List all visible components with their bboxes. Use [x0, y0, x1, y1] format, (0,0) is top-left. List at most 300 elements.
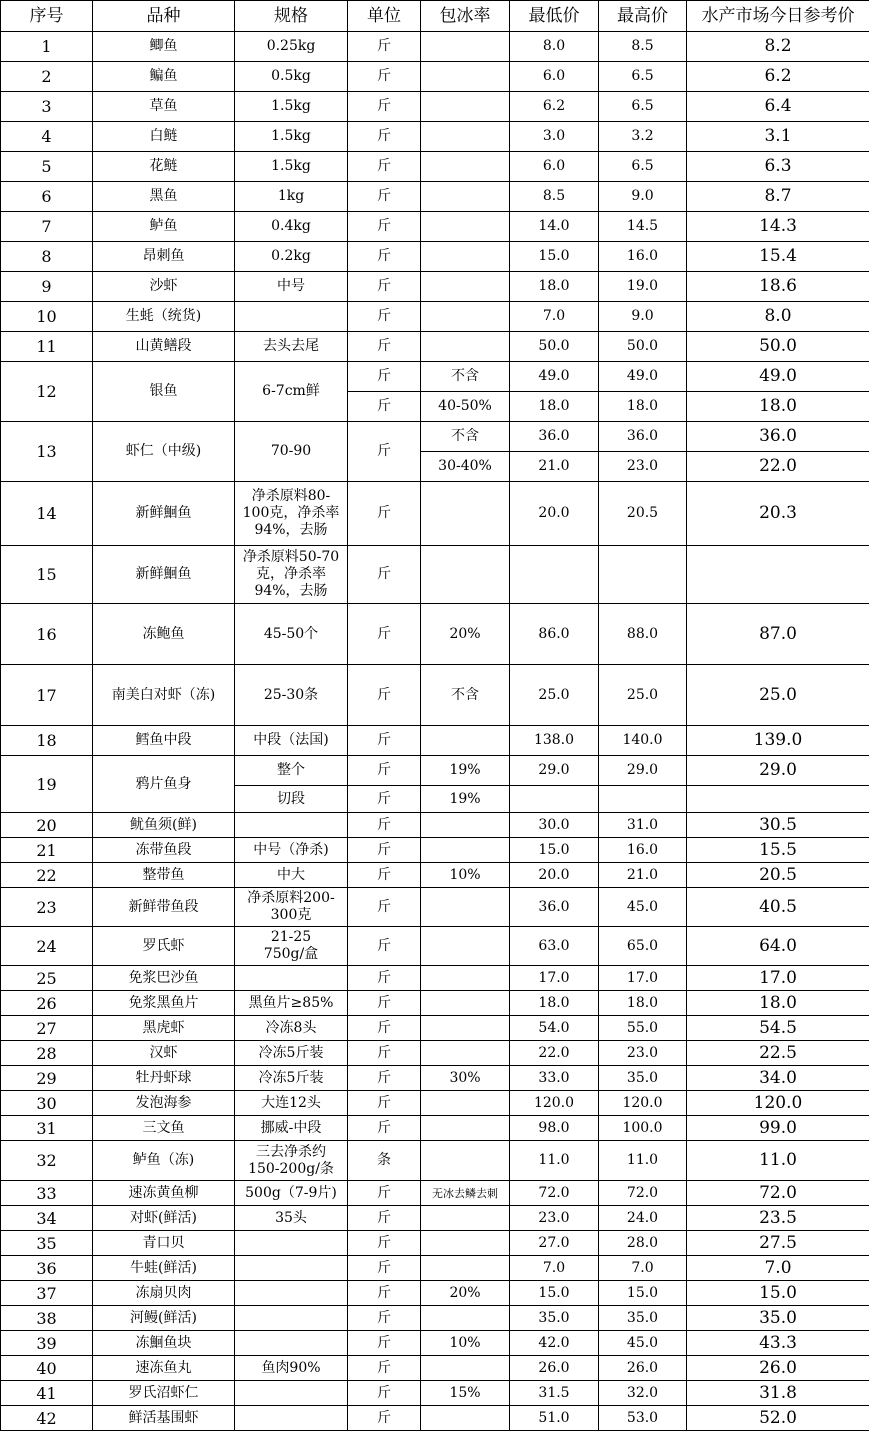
- header-ref: 水产市场今日参考价: [687, 1, 869, 32]
- ice-rate: [421, 212, 510, 242]
- product-spec: 0.4kg: [235, 212, 348, 242]
- reference-price: 3.1: [687, 122, 869, 152]
- table-row: [1, 1281, 869, 1306]
- product-name: 整带鱼: [93, 863, 235, 888]
- high-price: 11.0: [599, 1141, 687, 1181]
- row-number: 28: [1, 1041, 93, 1066]
- reference-price: 15.4: [687, 242, 869, 272]
- high-price: 25.0: [599, 665, 687, 726]
- reference-price: 50.0: [687, 332, 869, 362]
- table-row: [1, 1016, 869, 1041]
- high-price: [599, 546, 687, 604]
- product-spec: 21-25 750g/盒: [235, 927, 348, 966]
- row-number: 13: [1, 422, 93, 482]
- row-number: 21: [1, 838, 93, 863]
- product-spec: [235, 966, 348, 991]
- high-price: 24.0: [599, 1206, 687, 1231]
- low-price: 18.0: [510, 991, 599, 1016]
- product-name: 冻鲍鱼: [93, 604, 235, 665]
- reference-price: [687, 546, 869, 604]
- product-name: 黑虎虾: [93, 1016, 235, 1041]
- row-number: 27: [1, 1016, 93, 1041]
- product-spec: 净杀原料80- 100克，净杀率 94%，去肠: [235, 482, 348, 546]
- reference-price: 54.5: [687, 1016, 869, 1041]
- product-spec: 净杀原料50-70 克，净杀率 94%，去肠: [235, 546, 348, 604]
- product-unit: 斤: [348, 991, 421, 1016]
- row-number: 17: [1, 665, 93, 726]
- product-name: 速冻鱼丸: [93, 1356, 235, 1381]
- product-unit: 斤: [348, 62, 421, 92]
- row-number: 11: [1, 332, 93, 362]
- table-row: [1, 726, 869, 756]
- product-name: 发泡海参: [93, 1091, 235, 1116]
- high-price: 26.0: [599, 1356, 687, 1381]
- low-price: 54.0: [510, 1016, 599, 1041]
- product-name: 新鲜鮰鱼: [93, 482, 235, 546]
- ice-rate: [421, 813, 510, 838]
- product-spec: [235, 1381, 348, 1406]
- product-spec: 中号: [235, 272, 348, 302]
- table-row: [1, 1231, 869, 1256]
- product-spec: [235, 1306, 348, 1331]
- table-row: [1, 991, 869, 1016]
- product-unit: 斤: [348, 272, 421, 302]
- low-price: 17.0: [510, 966, 599, 991]
- low-price: 15.0: [510, 838, 599, 863]
- product-spec: 中段（法国): [235, 726, 348, 756]
- low-price: 29.0: [510, 756, 599, 786]
- product-name: 南美白对虾（冻): [93, 665, 235, 726]
- table-row: [1, 362, 869, 392]
- row-number: 8: [1, 242, 93, 272]
- table-row: [1, 62, 869, 92]
- product-unit: 斤: [348, 332, 421, 362]
- product-spec: 鱼肉90%: [235, 1356, 348, 1381]
- high-price: [599, 786, 687, 813]
- ice-rate: [421, 32, 510, 62]
- ice-rate: 19%: [421, 756, 510, 786]
- low-price: 20.0: [510, 482, 599, 546]
- table-row: [1, 242, 869, 272]
- product-unit: 斤: [348, 813, 421, 838]
- ice-rate: 不含: [421, 422, 510, 452]
- product-spec: 去头去尾: [235, 332, 348, 362]
- product-unit: 斤: [348, 242, 421, 272]
- product-unit: 斤: [348, 392, 421, 422]
- ice-rate: [421, 927, 510, 966]
- reference-price: 139.0: [687, 726, 869, 756]
- low-price: 63.0: [510, 927, 599, 966]
- reference-price: 49.0: [687, 362, 869, 392]
- product-unit: 斤: [348, 1231, 421, 1256]
- product-name: 昂刺鱼: [93, 242, 235, 272]
- low-price: 18.0: [510, 272, 599, 302]
- high-price: 15.0: [599, 1281, 687, 1306]
- high-price: 53.0: [599, 1406, 687, 1431]
- table-row: [1, 482, 869, 546]
- table-row: [1, 92, 869, 122]
- reference-price: 8.7: [687, 182, 869, 212]
- product-name: 牡丹虾球: [93, 1066, 235, 1091]
- high-price: 28.0: [599, 1231, 687, 1256]
- reference-price: 20.5: [687, 863, 869, 888]
- low-price: [510, 546, 599, 604]
- ice-rate: [421, 1406, 510, 1431]
- reference-price: 6.3: [687, 152, 869, 182]
- reference-price: 22.0: [687, 452, 869, 482]
- high-price: 16.0: [599, 242, 687, 272]
- product-unit: 斤: [348, 546, 421, 604]
- reference-price: 52.0: [687, 1406, 869, 1431]
- reference-price: 26.0: [687, 1356, 869, 1381]
- table-row: [1, 546, 869, 604]
- product-unit: 斤: [348, 888, 421, 927]
- table-body: [1, 32, 869, 1431]
- product-name: 黑鱼: [93, 182, 235, 212]
- product-spec: 净杀原料200- 300克: [235, 888, 348, 927]
- low-price: 35.0: [510, 1306, 599, 1331]
- reference-price: 8.2: [687, 32, 869, 62]
- row-number: 19: [1, 756, 93, 813]
- low-price: 120.0: [510, 1091, 599, 1116]
- product-unit: 斤: [348, 182, 421, 212]
- ice-rate: [421, 152, 510, 182]
- low-price: 7.0: [510, 302, 599, 332]
- high-price: 100.0: [599, 1116, 687, 1141]
- product-spec: 整个: [235, 756, 348, 786]
- header-spec: 规格: [235, 1, 348, 32]
- low-price: 33.0: [510, 1066, 599, 1091]
- row-number: 4: [1, 122, 93, 152]
- product-spec: 黑鱼片≥85%: [235, 991, 348, 1016]
- product-unit: 斤: [348, 1331, 421, 1356]
- low-price: 8.0: [510, 32, 599, 62]
- low-price: 27.0: [510, 1231, 599, 1256]
- table-row: [1, 1406, 869, 1431]
- product-unit: 斤: [348, 726, 421, 756]
- high-price: 55.0: [599, 1016, 687, 1041]
- product-name: 新鲜鮰鱼: [93, 546, 235, 604]
- product-unit: 条: [348, 1141, 421, 1181]
- product-unit: 斤: [348, 152, 421, 182]
- row-number: 10: [1, 302, 93, 332]
- table-row: [1, 1181, 869, 1206]
- header-unit: 单位: [348, 1, 421, 32]
- ice-rate: [421, 966, 510, 991]
- product-name: 三文鱼: [93, 1116, 235, 1141]
- product-unit: 斤: [348, 122, 421, 152]
- ice-rate: [421, 272, 510, 302]
- ice-rate: [421, 122, 510, 152]
- ice-rate: [421, 1116, 510, 1141]
- reference-price: 8.0: [687, 302, 869, 332]
- low-price: 11.0: [510, 1141, 599, 1181]
- row-number: 7: [1, 212, 93, 242]
- reference-price: 6.4: [687, 92, 869, 122]
- high-price: 32.0: [599, 1381, 687, 1406]
- reference-price: 22.5: [687, 1041, 869, 1066]
- product-unit: 斤: [348, 1041, 421, 1066]
- row-number: 30: [1, 1091, 93, 1116]
- row-number: 15: [1, 546, 93, 604]
- ice-rate: [421, 888, 510, 927]
- high-price: 45.0: [599, 1331, 687, 1356]
- high-price: 23.0: [599, 452, 687, 482]
- table-row: [1, 1331, 869, 1356]
- high-price: 72.0: [599, 1181, 687, 1206]
- product-spec: 冷冻8头: [235, 1016, 348, 1041]
- row-number: 2: [1, 62, 93, 92]
- product-unit: 斤: [348, 927, 421, 966]
- high-price: 23.0: [599, 1041, 687, 1066]
- low-price: 15.0: [510, 1281, 599, 1306]
- product-spec: 挪威-中段: [235, 1116, 348, 1141]
- product-name: 鲈鱼（冻): [93, 1141, 235, 1181]
- product-spec: [235, 813, 348, 838]
- product-unit: 斤: [348, 32, 421, 62]
- reference-price: 18.6: [687, 272, 869, 302]
- product-name: 山黄鳝段: [93, 332, 235, 362]
- low-price: 72.0: [510, 1181, 599, 1206]
- table-row: [1, 182, 869, 212]
- table-row: [1, 422, 869, 452]
- table-row: [1, 863, 869, 888]
- product-spec: [235, 1281, 348, 1306]
- product-name: 花鲢: [93, 152, 235, 182]
- ice-rate: [421, 332, 510, 362]
- reference-price: 15.5: [687, 838, 869, 863]
- header-low: 最低价: [510, 1, 599, 32]
- ice-rate: [421, 1016, 510, 1041]
- product-name: 冻带鱼段: [93, 838, 235, 863]
- product-unit: 斤: [348, 1256, 421, 1281]
- reference-price: 72.0: [687, 1181, 869, 1206]
- table-row: [1, 212, 869, 242]
- reference-price: 14.3: [687, 212, 869, 242]
- ice-rate: 19%: [421, 786, 510, 813]
- product-name: 河鳗(鲜活): [93, 1306, 235, 1331]
- product-spec: 冷冻5斤装: [235, 1066, 348, 1091]
- header-high: 最高价: [599, 1, 687, 32]
- row-number: 42: [1, 1406, 93, 1431]
- reference-price: 25.0: [687, 665, 869, 726]
- row-number: 9: [1, 272, 93, 302]
- low-price: 31.5: [510, 1381, 599, 1406]
- row-number: 32: [1, 1141, 93, 1181]
- product-spec: [235, 1231, 348, 1256]
- product-name: 冻扇贝肉: [93, 1281, 235, 1306]
- low-price: 20.0: [510, 863, 599, 888]
- product-name: 罗氏虾: [93, 927, 235, 966]
- low-price: 21.0: [510, 452, 599, 482]
- product-unit: 斤: [348, 1306, 421, 1331]
- low-price: 138.0: [510, 726, 599, 756]
- row-number: 20: [1, 813, 93, 838]
- table-row: [1, 272, 869, 302]
- reference-price: 64.0: [687, 927, 869, 966]
- product-name: 罗氏沼虾仁: [93, 1381, 235, 1406]
- high-price: 8.5: [599, 32, 687, 62]
- high-price: 21.0: [599, 863, 687, 888]
- low-price: 6.0: [510, 62, 599, 92]
- reference-price: 31.8: [687, 1381, 869, 1406]
- product-unit: 斤: [348, 966, 421, 991]
- product-name: 鱿鱼须(鲜): [93, 813, 235, 838]
- product-spec: 0.25kg: [235, 32, 348, 62]
- row-number: 26: [1, 991, 93, 1016]
- product-unit: 斤: [348, 1116, 421, 1141]
- low-price: 8.5: [510, 182, 599, 212]
- high-price: 35.0: [599, 1066, 687, 1091]
- product-spec: 中号（净杀): [235, 838, 348, 863]
- high-price: 35.0: [599, 1306, 687, 1331]
- reference-price: 20.3: [687, 482, 869, 546]
- product-unit: 斤: [348, 1066, 421, 1091]
- table-row: [1, 813, 869, 838]
- product-spec: 中大: [235, 863, 348, 888]
- table-row: [1, 1206, 869, 1231]
- high-price: 9.0: [599, 182, 687, 212]
- high-price: 6.5: [599, 92, 687, 122]
- header-row: [1, 1, 869, 32]
- product-unit: 斤: [348, 1016, 421, 1041]
- row-number: 6: [1, 182, 93, 212]
- row-number: 36: [1, 1256, 93, 1281]
- ice-rate: [421, 1041, 510, 1066]
- high-price: 88.0: [599, 604, 687, 665]
- product-unit: 斤: [348, 1206, 421, 1231]
- high-price: 49.0: [599, 362, 687, 392]
- high-price: 19.0: [599, 272, 687, 302]
- product-unit: 斤: [348, 1381, 421, 1406]
- table-row: [1, 888, 869, 927]
- table-row: [1, 966, 869, 991]
- row-number: 37: [1, 1281, 93, 1306]
- header-ice: 包冰率: [421, 1, 510, 32]
- product-unit: 斤: [348, 92, 421, 122]
- ice-rate: [421, 1306, 510, 1331]
- product-name: 青口贝: [93, 1231, 235, 1256]
- product-unit: 斤: [348, 786, 421, 813]
- high-price: 31.0: [599, 813, 687, 838]
- table-row: [1, 927, 869, 966]
- product-unit: 斤: [348, 1406, 421, 1431]
- product-spec: 冷冻5斤装: [235, 1041, 348, 1066]
- ice-rate: [421, 1091, 510, 1116]
- table-row: [1, 302, 869, 332]
- product-spec: 35头: [235, 1206, 348, 1231]
- table-row: [1, 332, 869, 362]
- low-price: 14.0: [510, 212, 599, 242]
- high-price: 6.5: [599, 152, 687, 182]
- row-number: 12: [1, 362, 93, 422]
- table-row: [1, 1256, 869, 1281]
- product-spec: 大连12头: [235, 1091, 348, 1116]
- row-number: 33: [1, 1181, 93, 1206]
- product-name: 草鱼: [93, 92, 235, 122]
- product-spec: 45-50个: [235, 604, 348, 665]
- reference-price: 27.5: [687, 1231, 869, 1256]
- product-unit: 斤: [348, 1091, 421, 1116]
- ice-rate: 无冰去鳞去刺: [421, 1181, 510, 1206]
- header-name: 品种: [93, 1, 235, 32]
- header-no: 序号: [1, 1, 93, 32]
- low-price: 36.0: [510, 422, 599, 452]
- row-number: 40: [1, 1356, 93, 1381]
- reference-price: 18.0: [687, 991, 869, 1016]
- product-name: 鸦片鱼身: [93, 756, 235, 813]
- reference-price: 87.0: [687, 604, 869, 665]
- ice-rate: [421, 482, 510, 546]
- low-price: 51.0: [510, 1406, 599, 1431]
- reference-price: 34.0: [687, 1066, 869, 1091]
- reference-price: 120.0: [687, 1091, 869, 1116]
- product-name: 鲫鱼: [93, 32, 235, 62]
- row-number: 18: [1, 726, 93, 756]
- low-price: 86.0: [510, 604, 599, 665]
- reference-price: 23.5: [687, 1206, 869, 1231]
- ice-rate: [421, 92, 510, 122]
- ice-rate: [421, 182, 510, 212]
- ice-rate: 40-50%: [421, 392, 510, 422]
- product-unit: 斤: [348, 1181, 421, 1206]
- product-spec: 1.5kg: [235, 152, 348, 182]
- ice-rate: 10%: [421, 863, 510, 888]
- ice-rate: [421, 62, 510, 92]
- ice-rate: 15%: [421, 1381, 510, 1406]
- high-price: 17.0: [599, 966, 687, 991]
- product-name: 速冻黄鱼柳: [93, 1181, 235, 1206]
- table-row: [1, 1116, 869, 1141]
- ice-rate: [421, 1231, 510, 1256]
- row-number: 23: [1, 888, 93, 927]
- ice-rate: [421, 242, 510, 272]
- low-price: 25.0: [510, 665, 599, 726]
- reference-price: 30.5: [687, 813, 869, 838]
- low-price: 36.0: [510, 888, 599, 927]
- reference-price: 11.0: [687, 1141, 869, 1181]
- table-row: [1, 665, 869, 726]
- row-number: 34: [1, 1206, 93, 1231]
- product-name: 牛蛙(鲜活): [93, 1256, 235, 1281]
- high-price: 18.0: [599, 392, 687, 422]
- row-number: 16: [1, 604, 93, 665]
- product-spec: [235, 302, 348, 332]
- low-price: 7.0: [510, 1256, 599, 1281]
- row-number: 5: [1, 152, 93, 182]
- ice-rate: 10%: [421, 1331, 510, 1356]
- high-price: 65.0: [599, 927, 687, 966]
- low-price: 6.0: [510, 152, 599, 182]
- product-name: 免浆黑鱼片: [93, 991, 235, 1016]
- row-number: 25: [1, 966, 93, 991]
- product-name: 免浆巴沙鱼: [93, 966, 235, 991]
- reference-price: 40.5: [687, 888, 869, 927]
- ice-rate: 30%: [421, 1066, 510, 1091]
- low-price: 23.0: [510, 1206, 599, 1231]
- high-price: 45.0: [599, 888, 687, 927]
- product-name: 冻鮰鱼块: [93, 1331, 235, 1356]
- product-spec: 1kg: [235, 182, 348, 212]
- product-name: 生蚝（统货): [93, 302, 235, 332]
- row-number: 14: [1, 482, 93, 546]
- row-number: 35: [1, 1231, 93, 1256]
- ice-rate: [421, 1256, 510, 1281]
- product-name: 鲜活基围虾: [93, 1406, 235, 1431]
- high-price: 6.5: [599, 62, 687, 92]
- product-spec: 三去净杀约 150-200g/条: [235, 1141, 348, 1181]
- ice-rate: [421, 546, 510, 604]
